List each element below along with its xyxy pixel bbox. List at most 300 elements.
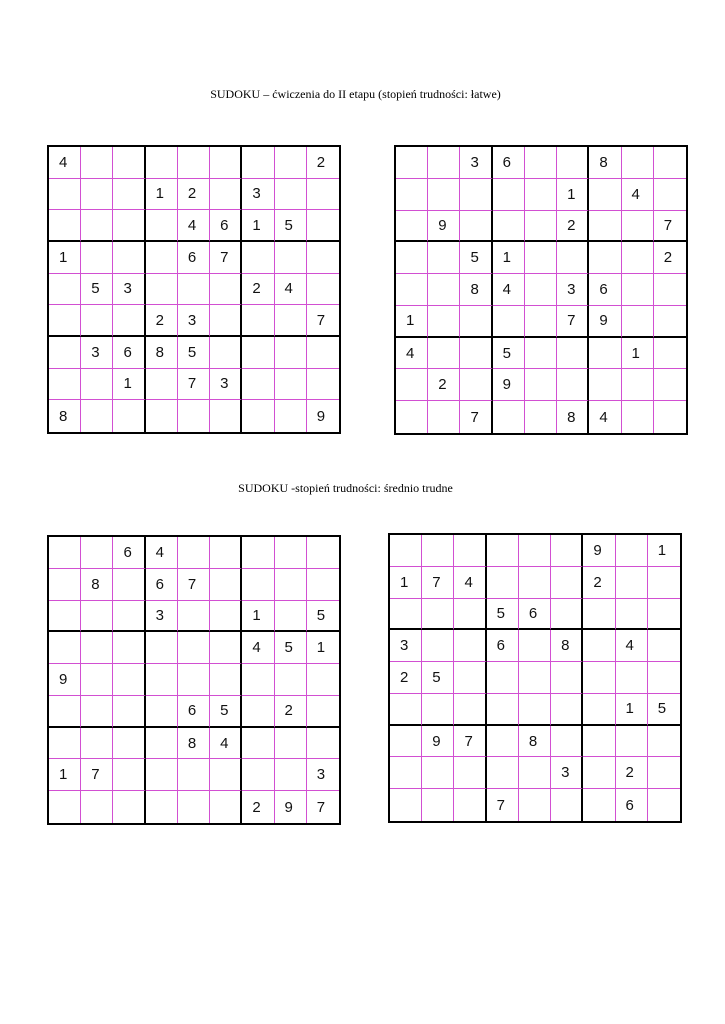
- sudoku-cell: [146, 400, 178, 432]
- sudoku-cell: 4: [210, 728, 242, 760]
- sudoku-cell: [428, 179, 460, 211]
- sudoku-cell: [390, 726, 422, 758]
- sudoku-cell: [307, 369, 339, 401]
- sudoku-cell: [589, 179, 621, 211]
- sudoku-cell: [654, 338, 686, 370]
- sudoku-cell: [616, 535, 648, 567]
- sudoku-cell: [428, 147, 460, 179]
- sudoku-cell: [648, 757, 680, 789]
- sudoku-cell: [396, 242, 428, 274]
- sudoku-cell: 2: [275, 696, 307, 728]
- sudoku-cell: [616, 599, 648, 631]
- sudoku-cell: 8: [49, 400, 81, 432]
- sudoku-cell: 1: [242, 210, 274, 242]
- sudoku-cell: [81, 728, 113, 760]
- sudoku-cell: [81, 632, 113, 664]
- sudoku-cell: [589, 211, 621, 243]
- sudoku-cell: [146, 369, 178, 401]
- sudoku-cell: [583, 757, 615, 789]
- sudoku-cell: 4: [589, 401, 621, 433]
- sudoku-cell: 6: [178, 242, 210, 274]
- sudoku-cell: 3: [557, 274, 589, 306]
- sudoku-cell: [146, 632, 178, 664]
- sudoku-cell: [460, 369, 492, 401]
- sudoku-cell: [81, 369, 113, 401]
- sudoku-cell: 1: [622, 338, 654, 370]
- sudoku-cell: 7: [81, 759, 113, 791]
- sudoku-cell: 4: [493, 274, 525, 306]
- sudoku-cell: [210, 147, 242, 179]
- sudoku-cell: 7: [210, 242, 242, 274]
- sudoku-cell: 3: [113, 274, 145, 306]
- sudoku-cell: [146, 664, 178, 696]
- sudoku-cell: 7: [557, 306, 589, 338]
- sudoku-cell: [242, 664, 274, 696]
- sudoku-cell: [275, 337, 307, 369]
- sudoku-cell: [519, 694, 551, 726]
- sudoku-cell: [525, 179, 557, 211]
- sudoku-cell: 4: [396, 338, 428, 370]
- sudoku-cell: [146, 210, 178, 242]
- sudoku-cell: [589, 242, 621, 274]
- sudoku-cell: 8: [178, 728, 210, 760]
- sudoku-cell: 6: [616, 789, 648, 821]
- sudoku-cell: [422, 535, 454, 567]
- sudoku-cell: [81, 242, 113, 274]
- sudoku-cell: [390, 694, 422, 726]
- sudoku-cell: [390, 599, 422, 631]
- sudoku-cell: [242, 337, 274, 369]
- sudoku-cell: [493, 401, 525, 433]
- sudoku-cell: [81, 601, 113, 633]
- sudoku-cell: [81, 147, 113, 179]
- sudoku-cell: [146, 242, 178, 274]
- sudoku-cell: [396, 179, 428, 211]
- sudoku-cell: [81, 305, 113, 337]
- sudoku-cell: [557, 369, 589, 401]
- sudoku-cell: [493, 179, 525, 211]
- sudoku-grid-medium-1: [47, 535, 341, 825]
- sudoku-cell: [616, 662, 648, 694]
- sudoku-cell: [551, 535, 583, 567]
- sudoku-cell: 4: [616, 630, 648, 662]
- sudoku-cell: [551, 726, 583, 758]
- sudoku-cell: [242, 147, 274, 179]
- sudoku-cell: [525, 338, 557, 370]
- sudoku-cell: [307, 337, 339, 369]
- sudoku-cell: [210, 759, 242, 791]
- sudoku-grid-easy-2: [394, 145, 688, 435]
- sudoku-cell: [49, 696, 81, 728]
- sudoku-cell: [113, 664, 145, 696]
- sudoku-cell: 3: [390, 630, 422, 662]
- sudoku-cell: [275, 147, 307, 179]
- sudoku-cell: [307, 210, 339, 242]
- sudoku-cell: [210, 632, 242, 664]
- sudoku-cell: 6: [210, 210, 242, 242]
- sudoku-cell: 4: [146, 537, 178, 569]
- sudoku-cell: [487, 662, 519, 694]
- sudoku-cell: [113, 759, 145, 791]
- sudoku-cell: 2: [307, 147, 339, 179]
- sudoku-cell: [622, 211, 654, 243]
- sudoku-cell: [422, 599, 454, 631]
- sudoku-cell: [583, 630, 615, 662]
- sudoku-cell: [242, 537, 274, 569]
- sudoku-cell: [422, 757, 454, 789]
- sudoku-cell: [454, 535, 486, 567]
- sudoku-cell: 4: [178, 210, 210, 242]
- sudoku-cell: 1: [146, 179, 178, 211]
- sudoku-cell: 2: [428, 369, 460, 401]
- sudoku-cell: 6: [113, 537, 145, 569]
- sudoku-cell: [113, 179, 145, 211]
- sudoku-cell: [146, 791, 178, 823]
- sudoku-cell: [210, 791, 242, 823]
- sudoku-cell: 6: [487, 630, 519, 662]
- sudoku-cell: [113, 791, 145, 823]
- sudoku-cell: [583, 599, 615, 631]
- sudoku-cell: [428, 274, 460, 306]
- sudoku-cell: [113, 601, 145, 633]
- sudoku-cell: 4: [49, 147, 81, 179]
- sudoku-cell: [428, 242, 460, 274]
- sudoku-cell: [49, 210, 81, 242]
- sudoku-cell: [146, 759, 178, 791]
- sudoku-cell: [616, 567, 648, 599]
- sudoku-cell: [275, 759, 307, 791]
- sudoku-cell: [519, 535, 551, 567]
- sudoku-cell: [525, 274, 557, 306]
- sudoku-cell: [390, 789, 422, 821]
- sudoku-cell: 8: [557, 401, 589, 433]
- sudoku-cell: [178, 601, 210, 633]
- sudoku-cell: [589, 338, 621, 370]
- sudoku-cell: [49, 601, 81, 633]
- sudoku-cell: 3: [551, 757, 583, 789]
- sudoku-cell: [275, 728, 307, 760]
- sudoku-cell: [210, 537, 242, 569]
- sudoku-cell: [113, 242, 145, 274]
- sudoku-cell: [81, 179, 113, 211]
- sudoku-cell: 4: [622, 179, 654, 211]
- sudoku-cell: [493, 211, 525, 243]
- sudoku-cell: [654, 179, 686, 211]
- sudoku-cell: 2: [146, 305, 178, 337]
- sudoku-cell: 3: [460, 147, 492, 179]
- sudoku-cell: 7: [178, 569, 210, 601]
- sudoku-cell: 9: [589, 306, 621, 338]
- sudoku-cell: [460, 338, 492, 370]
- sudoku-cell: 3: [242, 179, 274, 211]
- sudoku-cell: [307, 664, 339, 696]
- sudoku-cell: [113, 569, 145, 601]
- sudoku-cell: [493, 306, 525, 338]
- sudoku-cell: 3: [146, 601, 178, 633]
- sudoku-cell: 5: [648, 694, 680, 726]
- sudoku-cell: 1: [493, 242, 525, 274]
- sudoku-cell: [49, 791, 81, 823]
- sudoku-cell: 2: [654, 242, 686, 274]
- sudoku-cell: [525, 147, 557, 179]
- sudoku-cell: [210, 337, 242, 369]
- sudoku-cell: [583, 662, 615, 694]
- sudoku-cell: [551, 662, 583, 694]
- sudoku-cell: 1: [396, 306, 428, 338]
- sudoku-cell: [460, 211, 492, 243]
- sudoku-cell: 2: [390, 662, 422, 694]
- sudoku-cell: 6: [178, 696, 210, 728]
- sudoku-cell: 7: [460, 401, 492, 433]
- sudoku-cell: 7: [487, 789, 519, 821]
- sudoku-cell: 7: [654, 211, 686, 243]
- sudoku-cell: [519, 757, 551, 789]
- sudoku-cell: [525, 242, 557, 274]
- sudoku-cell: [242, 696, 274, 728]
- sudoku-cell: [422, 630, 454, 662]
- sudoku-cell: 5: [422, 662, 454, 694]
- sudoku-cell: [113, 632, 145, 664]
- sudoku-cell: [648, 567, 680, 599]
- sudoku-cell: 8: [460, 274, 492, 306]
- sudoku-cell: [525, 211, 557, 243]
- sudoku-cell: [275, 400, 307, 432]
- sudoku-cell: [49, 179, 81, 211]
- sudoku-cell: [622, 274, 654, 306]
- sudoku-cell: 5: [493, 338, 525, 370]
- sudoku-cell: 1: [648, 535, 680, 567]
- sudoku-cell: 9: [49, 664, 81, 696]
- sudoku-cell: 5: [460, 242, 492, 274]
- sudoku-cell: 8: [589, 147, 621, 179]
- sudoku-cell: [454, 757, 486, 789]
- sudoku-cell: 2: [242, 791, 274, 823]
- sudoku-cell: [242, 400, 274, 432]
- sudoku-cell: 6: [113, 337, 145, 369]
- sudoku-cell: [242, 569, 274, 601]
- sudoku-cell: 9: [275, 791, 307, 823]
- sudoku-cell: [648, 599, 680, 631]
- sudoku-cell: [210, 400, 242, 432]
- sudoku-cell: 5: [275, 210, 307, 242]
- sudoku-cell: [557, 147, 589, 179]
- sudoku-grid-easy-1: [47, 145, 341, 434]
- sudoku-cell: 1: [307, 632, 339, 664]
- sudoku-cell: [519, 662, 551, 694]
- sudoku-cell: [178, 147, 210, 179]
- sudoku-cell: 1: [557, 179, 589, 211]
- sudoku-cell: [487, 567, 519, 599]
- sudoku-cell: [654, 306, 686, 338]
- sudoku-cell: 7: [307, 305, 339, 337]
- sudoku-cell: 3: [307, 759, 339, 791]
- sudoku-cell: [648, 726, 680, 758]
- sudoku-cell: 6: [493, 147, 525, 179]
- sudoku-cell: [622, 369, 654, 401]
- sudoku-cell: 2: [616, 757, 648, 789]
- sudoku-cell: [654, 274, 686, 306]
- sudoku-cell: 9: [428, 211, 460, 243]
- sudoku-cell: [275, 601, 307, 633]
- sudoku-cell: [146, 728, 178, 760]
- sudoku-cell: [49, 569, 81, 601]
- heading-easy: SUDOKU – ćwiczenia do II etapu (stopień trudności: łatwe): [210, 87, 501, 101]
- sudoku-cell: [178, 791, 210, 823]
- sudoku-cell: [275, 369, 307, 401]
- sudoku-cell: 4: [242, 632, 274, 664]
- sudoku-cell: 2: [557, 211, 589, 243]
- sudoku-cell: 5: [178, 337, 210, 369]
- sudoku-cell: [396, 211, 428, 243]
- sudoku-cell: [210, 179, 242, 211]
- sudoku-cell: [113, 728, 145, 760]
- sudoku-cell: 4: [275, 274, 307, 306]
- sudoku-cell: [654, 369, 686, 401]
- sudoku-cell: 2: [178, 179, 210, 211]
- sudoku-cell: [460, 179, 492, 211]
- sudoku-cell: [307, 569, 339, 601]
- sudoku-cell: [583, 694, 615, 726]
- sudoku-cell: [178, 400, 210, 432]
- sudoku-cell: [113, 210, 145, 242]
- sudoku-cell: [390, 757, 422, 789]
- sudoku-cell: 6: [589, 274, 621, 306]
- sudoku-cell: [396, 147, 428, 179]
- sudoku-cell: 8: [146, 337, 178, 369]
- sudoku-cell: [428, 401, 460, 433]
- sudoku-cell: 3: [178, 305, 210, 337]
- sudoku-cell: 5: [307, 601, 339, 633]
- sudoku-cell: [519, 630, 551, 662]
- sudoku-cell: [242, 369, 274, 401]
- sudoku-cell: [654, 401, 686, 433]
- sudoku-cell: [396, 401, 428, 433]
- sudoku-cell: 8: [81, 569, 113, 601]
- sudoku-cell: [49, 537, 81, 569]
- sudoku-cell: [113, 400, 145, 432]
- sudoku-cell: [648, 789, 680, 821]
- sudoku-cell: [242, 759, 274, 791]
- sudoku-cell: 6: [519, 599, 551, 631]
- sudoku-cell: [275, 537, 307, 569]
- sudoku-cell: [178, 537, 210, 569]
- sudoku-cell: [81, 537, 113, 569]
- sudoku-cell: 7: [178, 369, 210, 401]
- sudoku-cell: [242, 728, 274, 760]
- sudoku-cell: [146, 696, 178, 728]
- sudoku-cell: [307, 537, 339, 569]
- sudoku-cell: 9: [583, 535, 615, 567]
- sudoku-cell: 1: [616, 694, 648, 726]
- sudoku-cell: [519, 567, 551, 599]
- sudoku-cell: [487, 535, 519, 567]
- sudoku-cell: 1: [49, 242, 81, 274]
- sudoku-cell: [81, 791, 113, 823]
- sudoku-cell: 9: [422, 726, 454, 758]
- sudoku-cell: 2: [242, 274, 274, 306]
- sudoku-cell: [454, 599, 486, 631]
- sudoku-cell: [428, 306, 460, 338]
- sudoku-cell: [396, 369, 428, 401]
- sudoku-cell: 1: [49, 759, 81, 791]
- sudoku-cell: 6: [146, 569, 178, 601]
- sudoku-cell: [422, 694, 454, 726]
- sudoku-cell: [557, 242, 589, 274]
- sudoku-cell: 1: [390, 567, 422, 599]
- sudoku-cell: [242, 305, 274, 337]
- sudoku-cell: [49, 305, 81, 337]
- sudoku-cell: [275, 664, 307, 696]
- sudoku-cell: [589, 369, 621, 401]
- sudoku-cell: [210, 569, 242, 601]
- sudoku-cell: [616, 726, 648, 758]
- sudoku-cell: [583, 726, 615, 758]
- sudoku-cell: [178, 759, 210, 791]
- sudoku-cell: [210, 274, 242, 306]
- sudoku-cell: [487, 694, 519, 726]
- sudoku-cell: [648, 662, 680, 694]
- sudoku-cell: [242, 242, 274, 274]
- sudoku-cell: [178, 632, 210, 664]
- sudoku-cell: 3: [210, 369, 242, 401]
- sudoku-cell: 9: [493, 369, 525, 401]
- sudoku-cell: [210, 664, 242, 696]
- sudoku-cell: [307, 696, 339, 728]
- sudoku-cell: [146, 147, 178, 179]
- sudoku-cell: [81, 696, 113, 728]
- sudoku-cell: [648, 630, 680, 662]
- sudoku-cell: 1: [113, 369, 145, 401]
- sudoku-cell: [113, 696, 145, 728]
- sudoku-cell: [428, 338, 460, 370]
- sudoku-cell: [487, 726, 519, 758]
- sudoku-cell: 5: [275, 632, 307, 664]
- sudoku-cell: 8: [551, 630, 583, 662]
- sudoku-cell: [49, 274, 81, 306]
- sudoku-cell: 5: [210, 696, 242, 728]
- sudoku-cell: [519, 789, 551, 821]
- sudoku-cell: [422, 789, 454, 821]
- sudoku-cell: [49, 369, 81, 401]
- sudoku-cell: [275, 569, 307, 601]
- sudoku-cell: [622, 147, 654, 179]
- sudoku-cell: [583, 789, 615, 821]
- sudoku-cell: [307, 242, 339, 274]
- sudoku-cell: [178, 274, 210, 306]
- sudoku-cell: [551, 694, 583, 726]
- sudoku-cell: [654, 147, 686, 179]
- sudoku-cell: [81, 664, 113, 696]
- sudoku-cell: [525, 306, 557, 338]
- sudoku-cell: [307, 274, 339, 306]
- sudoku-cell: [622, 306, 654, 338]
- sudoku-cell: 7: [422, 567, 454, 599]
- sudoku-cell: [551, 789, 583, 821]
- sudoku-cell: [49, 337, 81, 369]
- sudoku-cell: [487, 757, 519, 789]
- sudoku-cell: [622, 401, 654, 433]
- sudoku-cell: [178, 664, 210, 696]
- sudoku-cell: [275, 179, 307, 211]
- sudoku-cell: [525, 369, 557, 401]
- sudoku-cell: [81, 210, 113, 242]
- sudoku-cell: 9: [316, 407, 326, 425]
- sudoku-cell: 5: [81, 274, 113, 306]
- sudoku-cell: [454, 662, 486, 694]
- sudoku-cell: [454, 789, 486, 821]
- sudoku-cell: [622, 242, 654, 274]
- sudoku-cell: [275, 242, 307, 274]
